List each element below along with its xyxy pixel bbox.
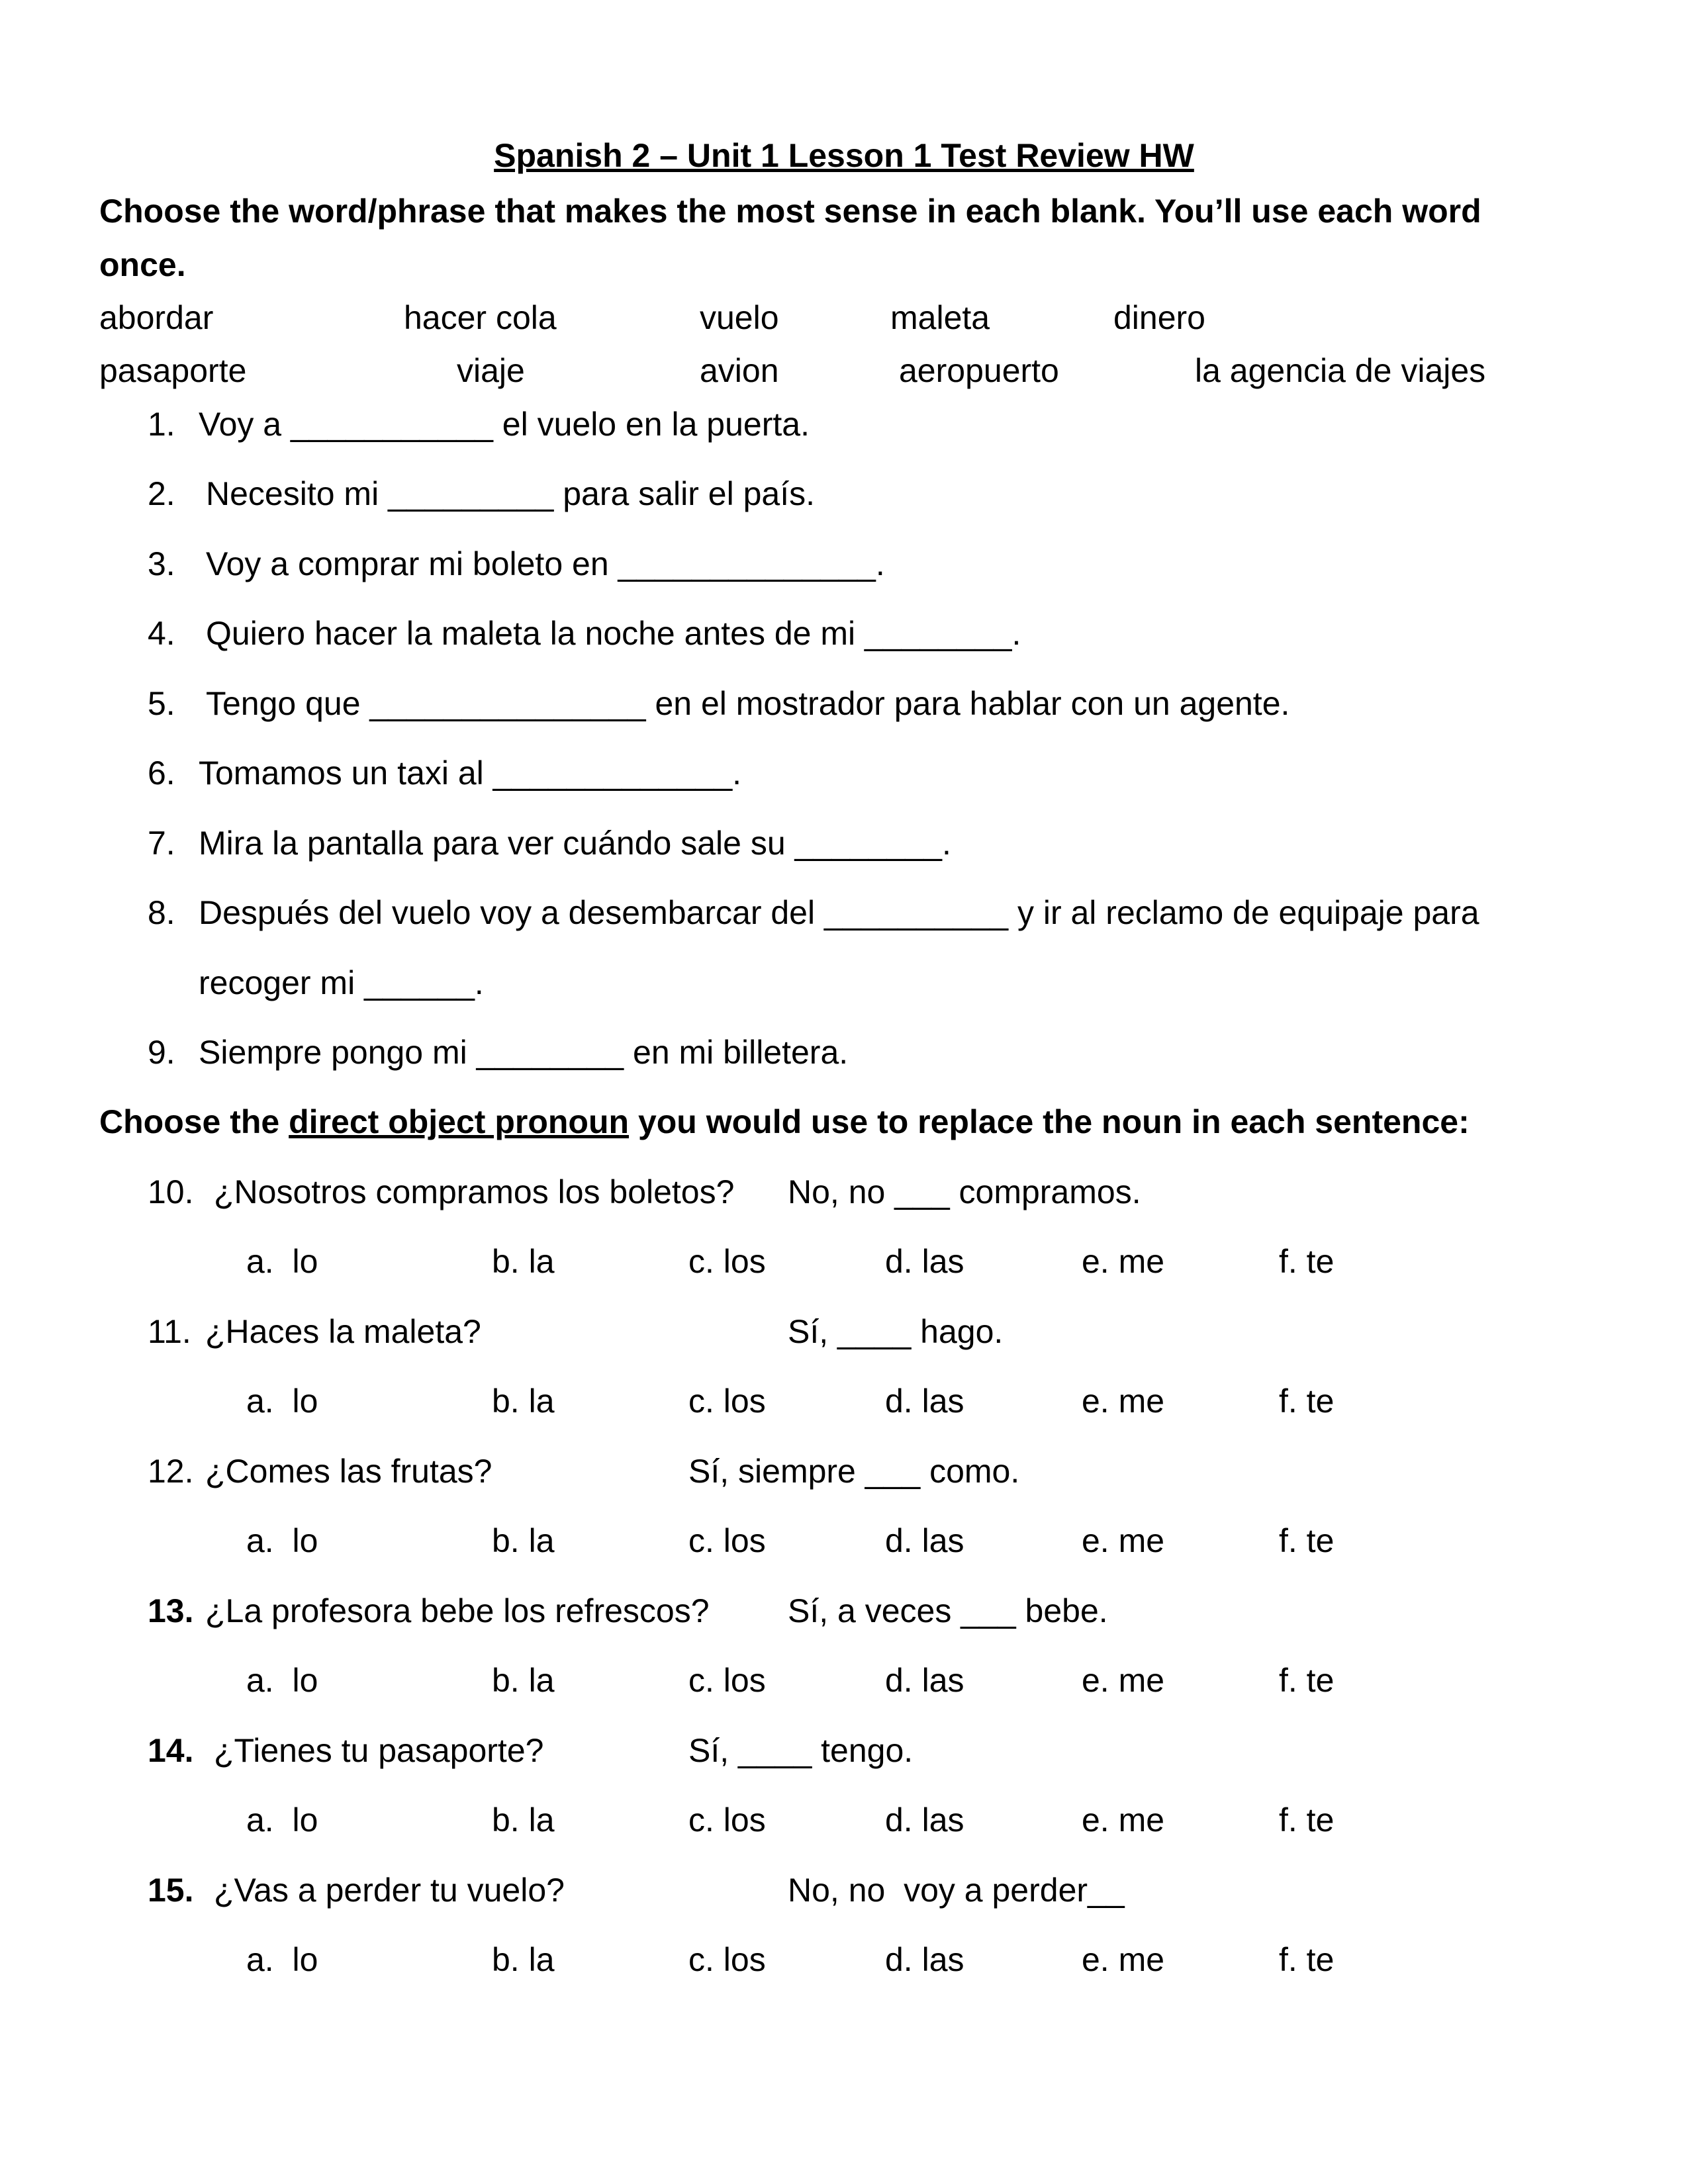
option-f[interactable]: f. te bbox=[1279, 1662, 1335, 1699]
option-f[interactable]: f. te bbox=[1279, 1243, 1335, 1280]
answer-text: Sí, ____ tengo. bbox=[688, 1732, 914, 1769]
word-bank-item: abordar bbox=[99, 299, 214, 336]
word-bank-item: dinero bbox=[1113, 299, 1205, 336]
option-d[interactable]: d. las bbox=[885, 1801, 964, 1839]
instructions-part-2-underlined: direct object pronoun bbox=[289, 1103, 630, 1140]
option-b[interactable]: b. la bbox=[492, 1941, 555, 1978]
question-text: Tomamos un taxi al _____________. bbox=[199, 754, 742, 792]
answer-text: Sí, siempre ___ como. bbox=[688, 1453, 1020, 1490]
question-text: Voy a ___________ el vuelo en la puerta. bbox=[199, 406, 810, 443]
word-bank-item: hacer cola bbox=[404, 299, 557, 336]
option-c[interactable]: c. los bbox=[688, 1801, 766, 1839]
page-title: Spanish 2 – Unit 1 Lesson 1 Test Review HW bbox=[494, 137, 1194, 174]
instructions-part-2 bbox=[99, 1105, 1470, 1138]
question-text: ¿Nosotros compramos los boletos? bbox=[214, 1173, 735, 1210]
question-text: ¿Comes las frutas? bbox=[205, 1453, 492, 1490]
option-a[interactable]: a. lo bbox=[246, 1243, 318, 1280]
option-e[interactable]: e. me bbox=[1082, 1941, 1165, 1978]
option-f[interactable]: f. te bbox=[1279, 1941, 1335, 1978]
instructions-line-2: once. bbox=[99, 246, 186, 283]
question-number: 15. bbox=[148, 1872, 194, 1909]
instructions-part-2-post: you would use to replace the noun in each sentence: bbox=[629, 1103, 1470, 1140]
question-text: ¿Vas a perder tu vuelo? bbox=[214, 1872, 565, 1909]
option-b[interactable]: b. la bbox=[492, 1383, 555, 1420]
word-bank-item: maleta bbox=[890, 299, 990, 336]
instructions-line-1: Choose the word/phrase that makes the most sense in each blank. You’ll use each word bbox=[99, 193, 1481, 230]
word-bank-item: la agencia de viajes bbox=[1195, 352, 1486, 389]
question-number: 9. bbox=[148, 1034, 175, 1071]
question-number: 10. bbox=[148, 1173, 194, 1210]
question-text: Tengo que _______________ en el mostrador para hablar con un agente. bbox=[206, 685, 1290, 722]
option-a[interactable]: a. lo bbox=[246, 1662, 318, 1699]
option-a[interactable]: a. lo bbox=[246, 1941, 318, 1978]
option-f[interactable]: f. te bbox=[1279, 1383, 1335, 1420]
question-text: Mira la pantalla para ver cuándo sale su ________. bbox=[199, 825, 951, 862]
answer-text: Sí, a veces ___ bebe. bbox=[788, 1592, 1108, 1629]
question-number: 1. bbox=[148, 406, 175, 443]
option-c[interactable]: c. los bbox=[688, 1383, 766, 1420]
question-number: 3. bbox=[148, 545, 175, 582]
option-b[interactable]: b. la bbox=[492, 1801, 555, 1839]
question-number: 8. bbox=[148, 894, 175, 931]
answer-text: No, no ___ compramos. bbox=[788, 1173, 1141, 1210]
option-d[interactable]: d. las bbox=[885, 1662, 964, 1699]
question-number: 7. bbox=[148, 825, 175, 862]
option-e[interactable]: e. me bbox=[1082, 1662, 1165, 1699]
question-text: ¿Tienes tu pasaporte? bbox=[214, 1732, 544, 1769]
question-number: 12. bbox=[148, 1453, 194, 1490]
question-number: 2. bbox=[148, 475, 175, 512]
question-number: 13. bbox=[148, 1592, 194, 1629]
question-text: ¿La profesora bebe los refrescos? bbox=[205, 1592, 710, 1629]
instructions-part-2-pre: Choose the bbox=[99, 1103, 289, 1140]
option-a[interactable]: a. lo bbox=[246, 1383, 318, 1420]
option-b[interactable]: b. la bbox=[492, 1662, 555, 1699]
word-bank-item: avion bbox=[700, 352, 779, 389]
option-b[interactable]: b. la bbox=[492, 1243, 555, 1280]
option-b[interactable]: b. la bbox=[492, 1522, 555, 1559]
option-f[interactable]: f. te bbox=[1279, 1522, 1335, 1559]
question-text: Siempre pongo mi ________ en mi billetera. bbox=[199, 1034, 849, 1071]
option-c[interactable]: c. los bbox=[688, 1522, 766, 1559]
question-text: Voy a comprar mi boleto en ______________. bbox=[206, 545, 885, 582]
question-text-continued: recoger mi ______. bbox=[199, 964, 484, 1001]
answer-text: No, no voy a perder__ bbox=[788, 1872, 1125, 1909]
question-number: 4. bbox=[148, 615, 175, 652]
question-number: 5. bbox=[148, 685, 175, 722]
question-number: 14. bbox=[148, 1732, 194, 1769]
question-number: 11. bbox=[148, 1313, 191, 1350]
option-d[interactable]: d. las bbox=[885, 1243, 964, 1280]
option-a[interactable]: a. lo bbox=[246, 1801, 318, 1839]
option-e[interactable]: e. me bbox=[1082, 1801, 1165, 1839]
option-c[interactable]: c. los bbox=[688, 1243, 766, 1280]
option-e[interactable]: e. me bbox=[1082, 1243, 1165, 1280]
question-number: 6. bbox=[148, 754, 175, 792]
option-c[interactable]: c. los bbox=[688, 1941, 766, 1978]
question-text: Quiero hacer la maleta la noche antes de mi ________. bbox=[206, 615, 1021, 652]
question-text: ¿Haces la maleta? bbox=[205, 1313, 481, 1350]
option-e[interactable]: e. me bbox=[1082, 1522, 1165, 1559]
option-d[interactable]: d. las bbox=[885, 1522, 964, 1559]
question-text: Necesito mi _________ para salir el país. bbox=[206, 475, 815, 512]
option-d[interactable]: d. las bbox=[885, 1941, 964, 1978]
word-bank-item: pasaporte bbox=[99, 352, 247, 389]
word-bank-item: viaje bbox=[457, 352, 525, 389]
option-f[interactable]: f. te bbox=[1279, 1801, 1335, 1839]
option-d[interactable]: d. las bbox=[885, 1383, 964, 1420]
option-c[interactable]: c. los bbox=[688, 1662, 766, 1699]
answer-text: Sí, ____ hago. bbox=[788, 1313, 1004, 1350]
option-a[interactable]: a. lo bbox=[246, 1522, 318, 1559]
option-e[interactable]: e. me bbox=[1082, 1383, 1165, 1420]
question-text: Después del vuelo voy a desembarcar del __________ y ir al reclamo de equipaje para bbox=[199, 894, 1479, 931]
word-bank-item: vuelo bbox=[700, 299, 779, 336]
word-bank-item: aeropuerto bbox=[899, 352, 1059, 389]
